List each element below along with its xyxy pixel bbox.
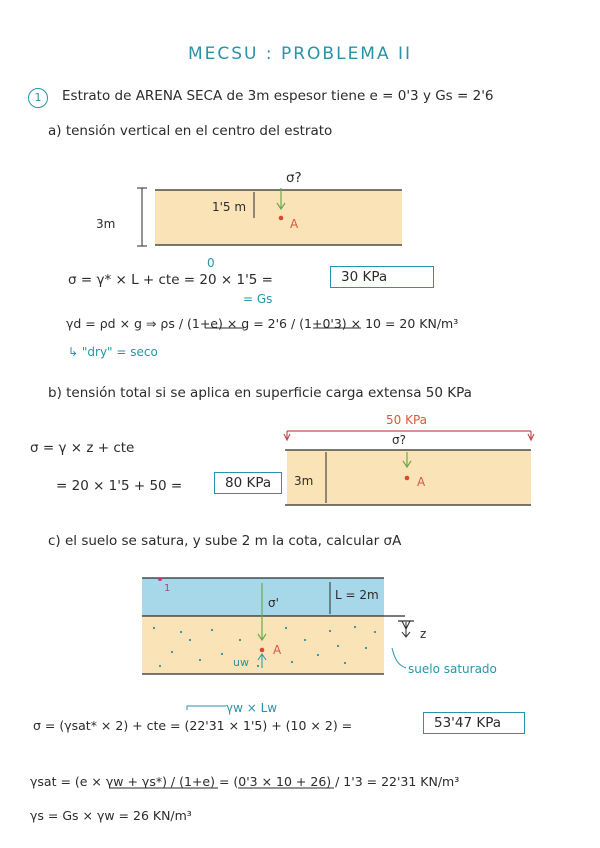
saturated-label: suelo saturado — [408, 662, 497, 676]
part-b-heading: b) tensión total si se aplica en superficie carga extensa 50 KPa — [48, 385, 472, 401]
part-c-heading: c) el suelo se satura, y sube 2 m la cota, calcular σA — [48, 533, 402, 549]
equation-a1: σ = γ* × L + cte = 20 × 1'5 = — [68, 272, 273, 288]
z-label: z — [420, 627, 427, 641]
sand-stratum-a — [155, 190, 402, 245]
point-label-b: A — [417, 475, 426, 489]
point-a-dot — [279, 216, 284, 221]
thickness-label-a: 3m — [96, 217, 116, 231]
saturated-sand-layer — [142, 616, 384, 674]
equation-b1: σ = γ × z + cte — [30, 440, 135, 456]
equation-a2: γd = ρd × g ⇒ ρs / (1+e) × g = 2'6 / (1+0'3) × 10 = 20 KN/m³ — [66, 316, 459, 331]
water-height-label: L = 2m — [335, 588, 379, 602]
problem-statement: Estrato de ARENA SECA de 3m espesor tiene e = 0'3 y Gs = 2'6 — [62, 88, 494, 104]
sigma-prime-label: σ' — [268, 596, 279, 610]
point-c-dot — [260, 648, 265, 653]
thickness-label-b: 3m — [294, 474, 314, 488]
uw-label: uw — [233, 656, 249, 669]
marker-c: 1 — [164, 583, 171, 594]
equation-c: σ = (γsat* × 2) + cte = (22'31 × 1'5) + (10 × 2) = — [33, 718, 353, 733]
load-label: 50 KPa — [386, 413, 428, 427]
dry-note: ↳ "dry" = seco — [68, 345, 158, 359]
part-a-heading: a) tensión vertical en el centro del estrato — [48, 123, 333, 139]
result-c: 53'47 KPa — [423, 712, 525, 734]
result-a: 30 KPa — [330, 266, 434, 288]
equation-b2: = 20 × 1'5 + 50 = — [56, 478, 183, 494]
problem-number-badge: 1 — [28, 86, 48, 108]
point-label-c: A — [273, 643, 282, 657]
zero-note: 0 — [207, 256, 215, 270]
cte-note: γw × Lw — [226, 701, 278, 715]
gsat-equation: γsat = (e × γw + γs*) / (1+e) = (0'3 × 10 + 26) / 1'3 = 22'31 KN/m³ — [30, 774, 460, 789]
point-b-dot — [405, 476, 410, 481]
gs-equation: γs = Gs × γw = 26 KN/m³ — [30, 808, 192, 823]
sigma-question-b: σ? — [392, 433, 406, 447]
depth-label-a: 1'5 m — [212, 200, 247, 214]
gs-note: = Gs — [243, 292, 273, 306]
sigma-question-a: σ? — [286, 170, 302, 186]
page-title: MECSU : PROBLEMA II — [187, 44, 413, 64]
point-label-a: A — [290, 217, 299, 231]
result-b: 80 KPa — [214, 472, 282, 494]
